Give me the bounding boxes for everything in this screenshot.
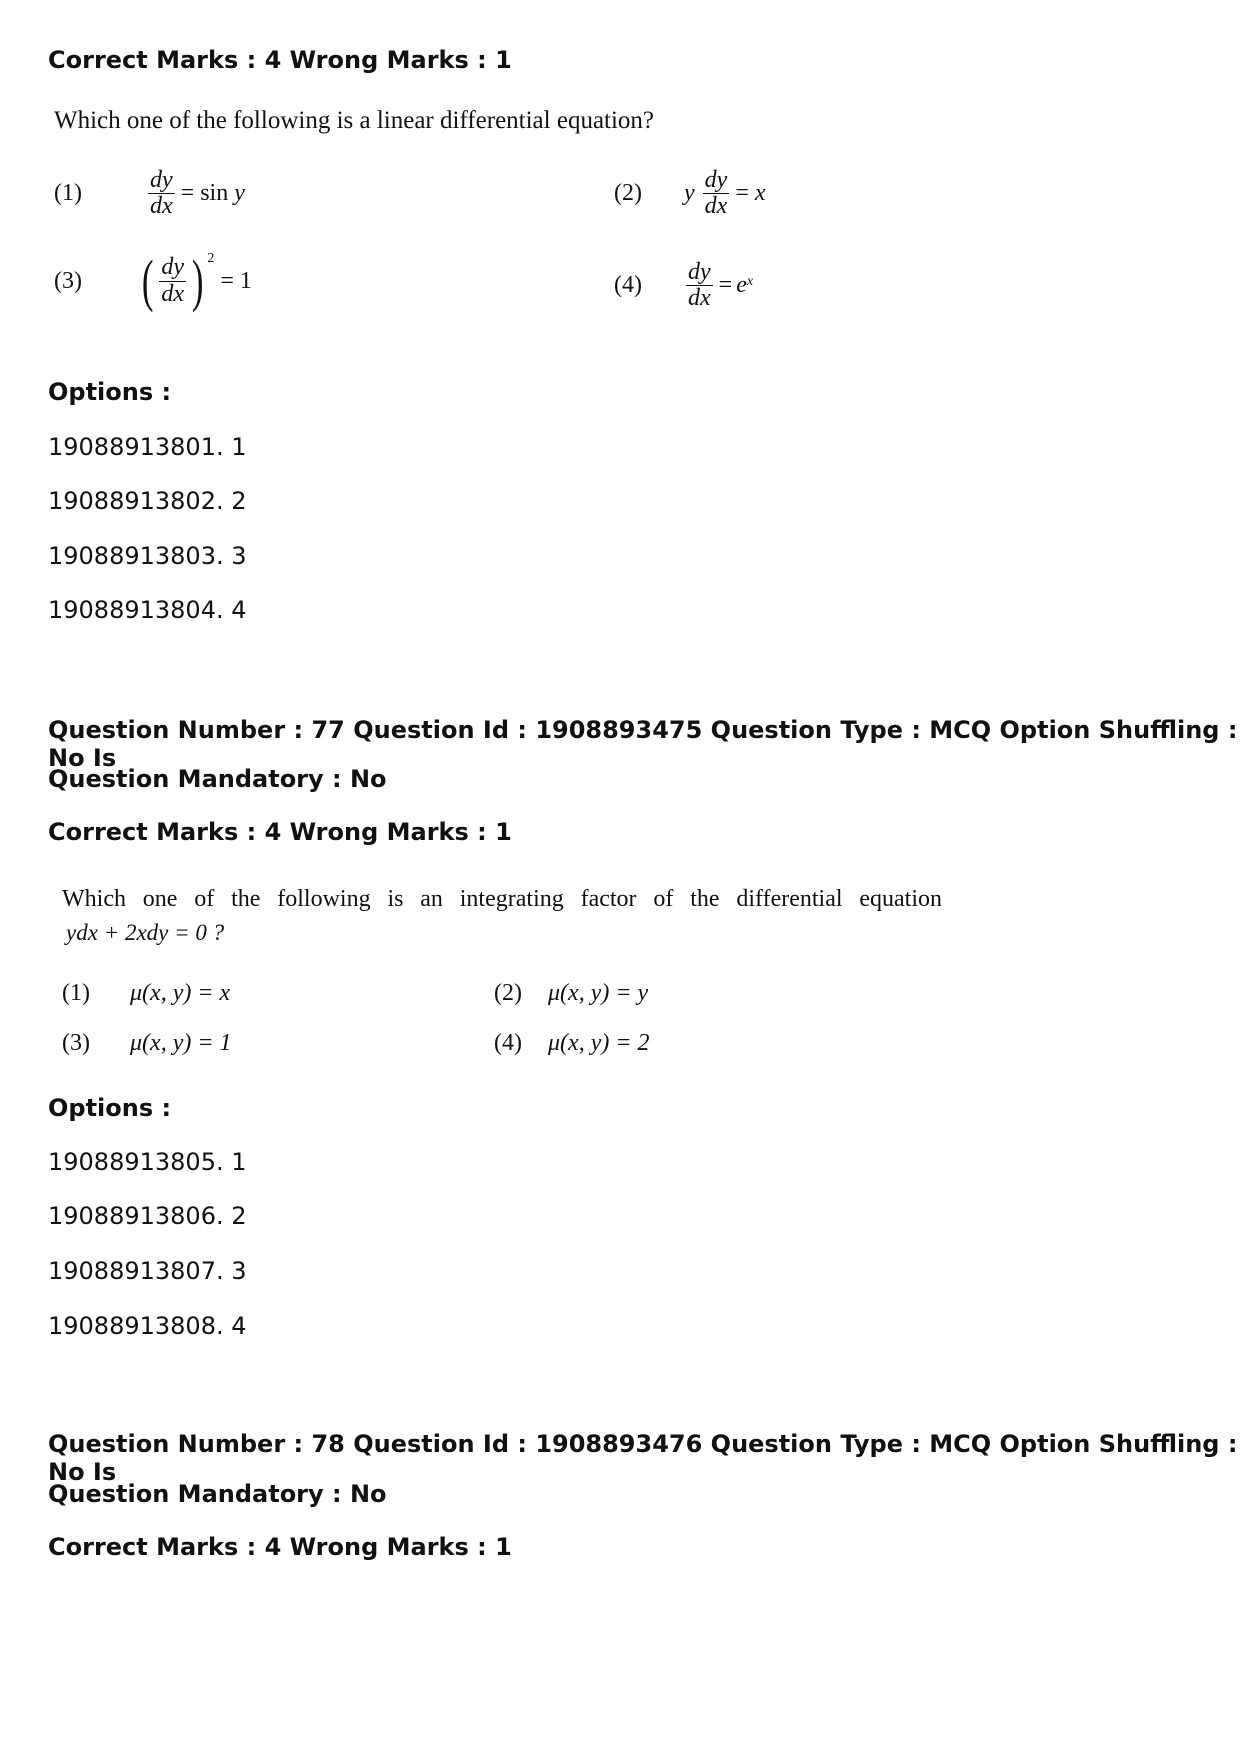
question-text: Which one of the following is an integrating factor of the differential equation xyxy=(62,886,942,912)
options-heading: Options : xyxy=(48,378,172,406)
fraction-denominator: dx xyxy=(704,193,728,220)
equation-rhs: = xyxy=(718,272,733,299)
choice-label: (4) xyxy=(494,1030,522,1056)
equation-prefix: y xyxy=(684,180,695,207)
choice-label: (4) xyxy=(614,272,642,299)
option-item: 19088913802. 2 xyxy=(48,487,247,515)
choice-expression: μ(x, y) = 1 xyxy=(130,1030,232,1056)
choice-label: (2) xyxy=(614,180,642,207)
fraction-denominator: dx xyxy=(150,193,173,220)
equation-rhs: = 1 xyxy=(220,267,252,294)
choice-label: (3) xyxy=(62,1030,90,1056)
options-heading: Options : xyxy=(48,1094,172,1122)
exp-power: x xyxy=(746,273,754,289)
option-item: 19088913808. 4 xyxy=(48,1312,247,1340)
equation-rhs: = xyxy=(735,180,749,207)
fraction-denominator: dx xyxy=(688,285,711,312)
choice-label: (3) xyxy=(54,267,82,294)
question-header: Question Number : 78 Question Id : 1908893476 Question Type : MCQ Option Shuffling : No Is xyxy=(48,1430,1238,1486)
exp-base: e xyxy=(736,272,747,299)
choice-1 xyxy=(54,168,245,219)
fraction xyxy=(148,168,175,219)
choice-label: (1) xyxy=(62,980,90,1006)
choice-2 xyxy=(494,980,648,1007)
fraction-denominator: dx xyxy=(161,280,184,307)
right-paren: ) xyxy=(191,248,204,313)
choice-4 xyxy=(614,260,753,311)
fraction-numerator: dy xyxy=(688,259,711,285)
fraction xyxy=(703,168,730,219)
fraction-numerator: dy xyxy=(161,254,184,281)
choice-3 xyxy=(62,1030,232,1057)
equation-rhs: = sin xyxy=(180,180,229,207)
question-mandatory: Question Mandatory : No xyxy=(48,765,387,793)
choice-expression: μ(x, y) = y xyxy=(548,980,649,1006)
question-header: Question Number : 77 Question Id : 1908893475 Question Type : MCQ Option Shuffling : No Is xyxy=(48,716,1238,772)
left-paren: ( xyxy=(141,248,154,313)
question-text: Which one of the following is a linear differential equation? xyxy=(54,107,655,134)
fraction xyxy=(159,255,186,306)
choice-3 xyxy=(54,248,252,313)
choice-2 xyxy=(614,168,766,219)
choice-1 xyxy=(62,980,230,1007)
fraction xyxy=(686,260,713,311)
question-mandatory: Question Mandatory : No xyxy=(48,1480,387,1508)
option-item: 19088913807. 3 xyxy=(48,1257,247,1285)
fraction-numerator: dy xyxy=(704,167,728,193)
question-equation: ydx + 2xdy = 0 ? xyxy=(66,920,225,945)
marks-line: Correct Marks : 4 Wrong Marks : 1 xyxy=(48,46,512,74)
choice-expression: μ(x, y) = x xyxy=(130,980,231,1006)
equation-variable: x xyxy=(754,180,766,207)
choice-expression: μ(x, y) = 2 xyxy=(548,1030,650,1056)
marks-line: Correct Marks : 4 Wrong Marks : 1 xyxy=(48,818,512,846)
choice-4 xyxy=(494,1030,650,1057)
option-item: 19088913803. 3 xyxy=(48,542,247,570)
exponent: 2 xyxy=(207,251,215,266)
choice-label: (1) xyxy=(54,180,82,207)
option-item: 19088913805. 1 xyxy=(48,1148,247,1176)
equation-variable: y xyxy=(234,180,245,207)
option-item: 19088913801. 1 xyxy=(48,433,247,461)
option-item: 19088913804. 4 xyxy=(48,596,247,624)
fraction-numerator: dy xyxy=(150,167,173,193)
option-item: 19088913806. 2 xyxy=(48,1202,247,1230)
choice-label: (2) xyxy=(494,980,522,1006)
marks-line: Correct Marks : 4 Wrong Marks : 1 xyxy=(48,1533,512,1561)
